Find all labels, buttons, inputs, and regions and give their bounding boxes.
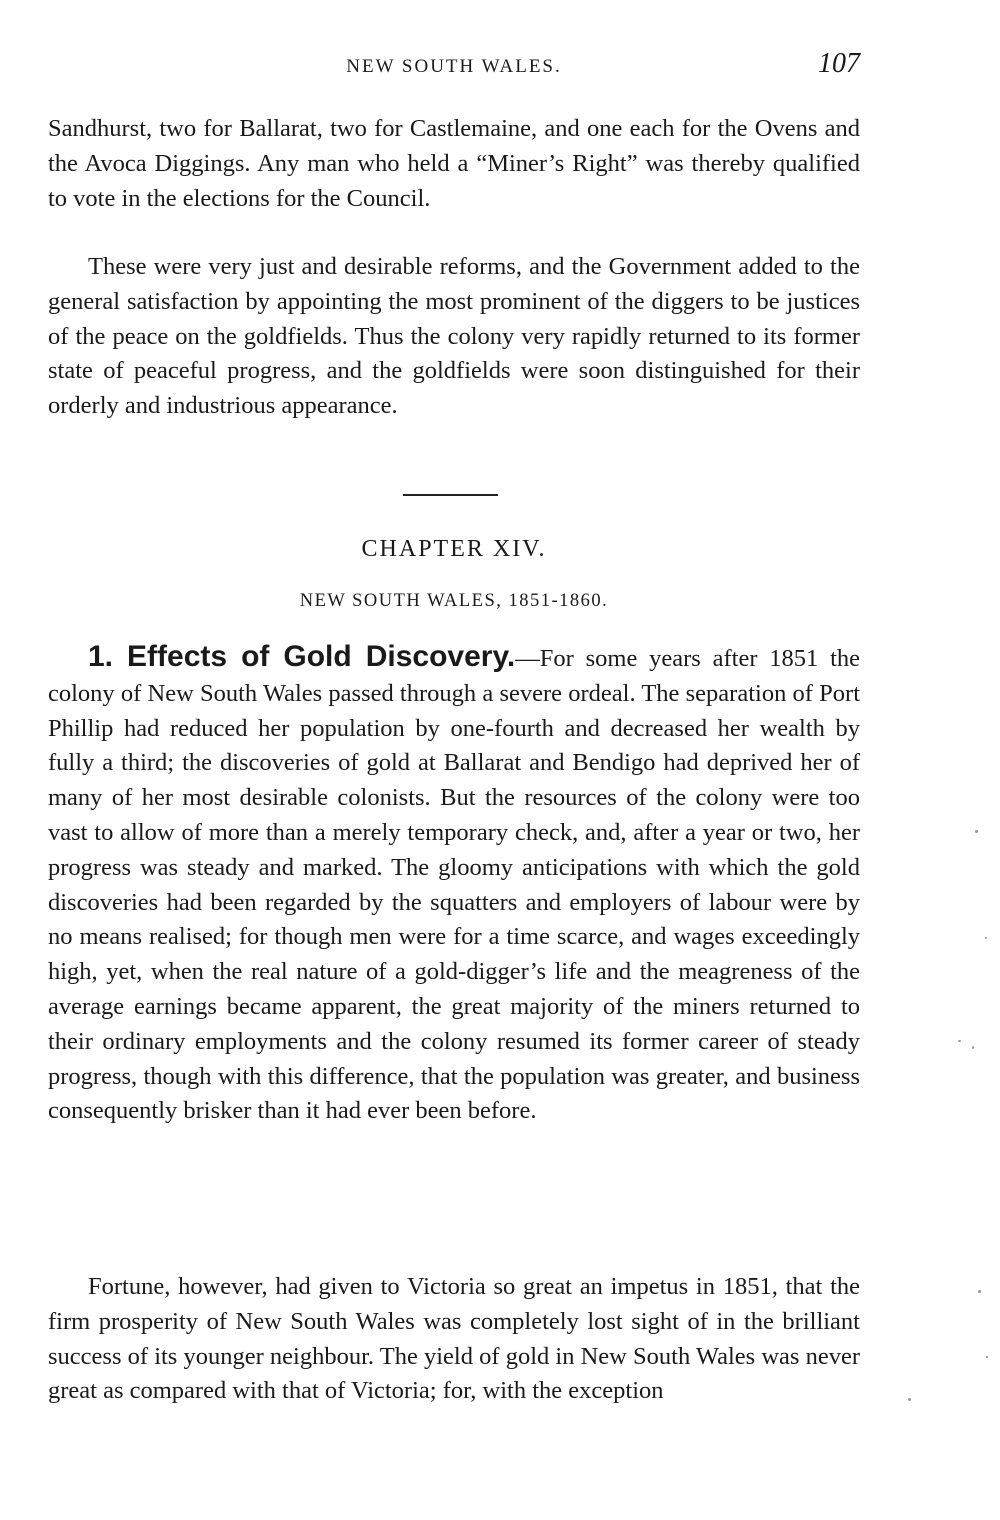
section-1-body: —For some years after 1851 the colony of New South Wales passed through a severe ordeal. The separation of Port Phillip had reduced her population by one-fourth and decreased her wealth by fully a third; the discoveries of gold at Ballarat and Bendigo had deprived her of many of her most desirable colonists. But the resources of the colony were too vast to allow of more than a merely temporary check, and, after a year or two, her progress was steady and marked. The gloomy anticipations with which the gold discoveries had been regarded by the squatters and employers of labour were by no means realised; for though men were for a time scarce, and wages exceedingly high, yet, when the real nature of a gold-digger’s life and the meagreness of the average earnings became apparent, the great majority of the miners returned to their ordinary employments and the colony resumed its former career of steady progress, though with this difference, that the population was greater, and business consequently brisker than it had ever been before. <box>48 645 861 1125</box>
section-divider-rule <box>403 494 498 496</box>
chapter-subtitle: NEW SOUTH WALES, 1851-1860. <box>299 591 609 611</box>
page-header <box>48 48 860 88</box>
section-1-paragraph-2: Fortune, however, had given to Victoria so great an impetus in 1851, that the firm prosperity of New South Wales was completely lost sight of in the brilliant success of its younger neighbour. The yield of gold in New South Wales was never great as compared with that of Victoria; for, with the exception <box>48 1273 860 1405</box>
section-1-continued <box>48 1270 860 1409</box>
section-heading: 1. Effects of Gold Discovery. <box>88 640 516 673</box>
paragraph-continued <box>48 112 860 216</box>
scan-speck <box>972 1046 974 1049</box>
scan-speck <box>975 830 978 833</box>
scan-speck <box>958 1040 961 1042</box>
paragraph-reforms <box>48 250 860 424</box>
running-title: NEW SOUTH WALES. <box>346 56 562 77</box>
chapter-title: CHAPTER XIV. <box>361 536 547 562</box>
section-1 <box>48 640 860 1129</box>
page-number: 107 <box>818 48 860 79</box>
scan-speck <box>985 937 987 939</box>
paragraph-2: These were very just and desirable reforms, and the Government added to the general satisfaction by appointing the most prominent of the diggers to be justices of the peace on the goldfields. Thus the colony very rapidly returned to its former state of peaceful progress, and the goldfields were soon distinguished for their orderly and industrious appearance. <box>48 253 860 420</box>
scan-speck <box>908 1398 911 1401</box>
section-1-paragraph <box>48 640 860 1129</box>
scan-speck <box>986 1356 988 1358</box>
scan-speck <box>978 1290 981 1293</box>
paragraph-1: Sandhurst, two for Ballarat, two for Castlemaine, and one each for the Ovens and the Avoca Diggings. Any man who held a “Miner’s Right” was thereby qualified to vote in the elections for the Council. <box>48 115 860 212</box>
